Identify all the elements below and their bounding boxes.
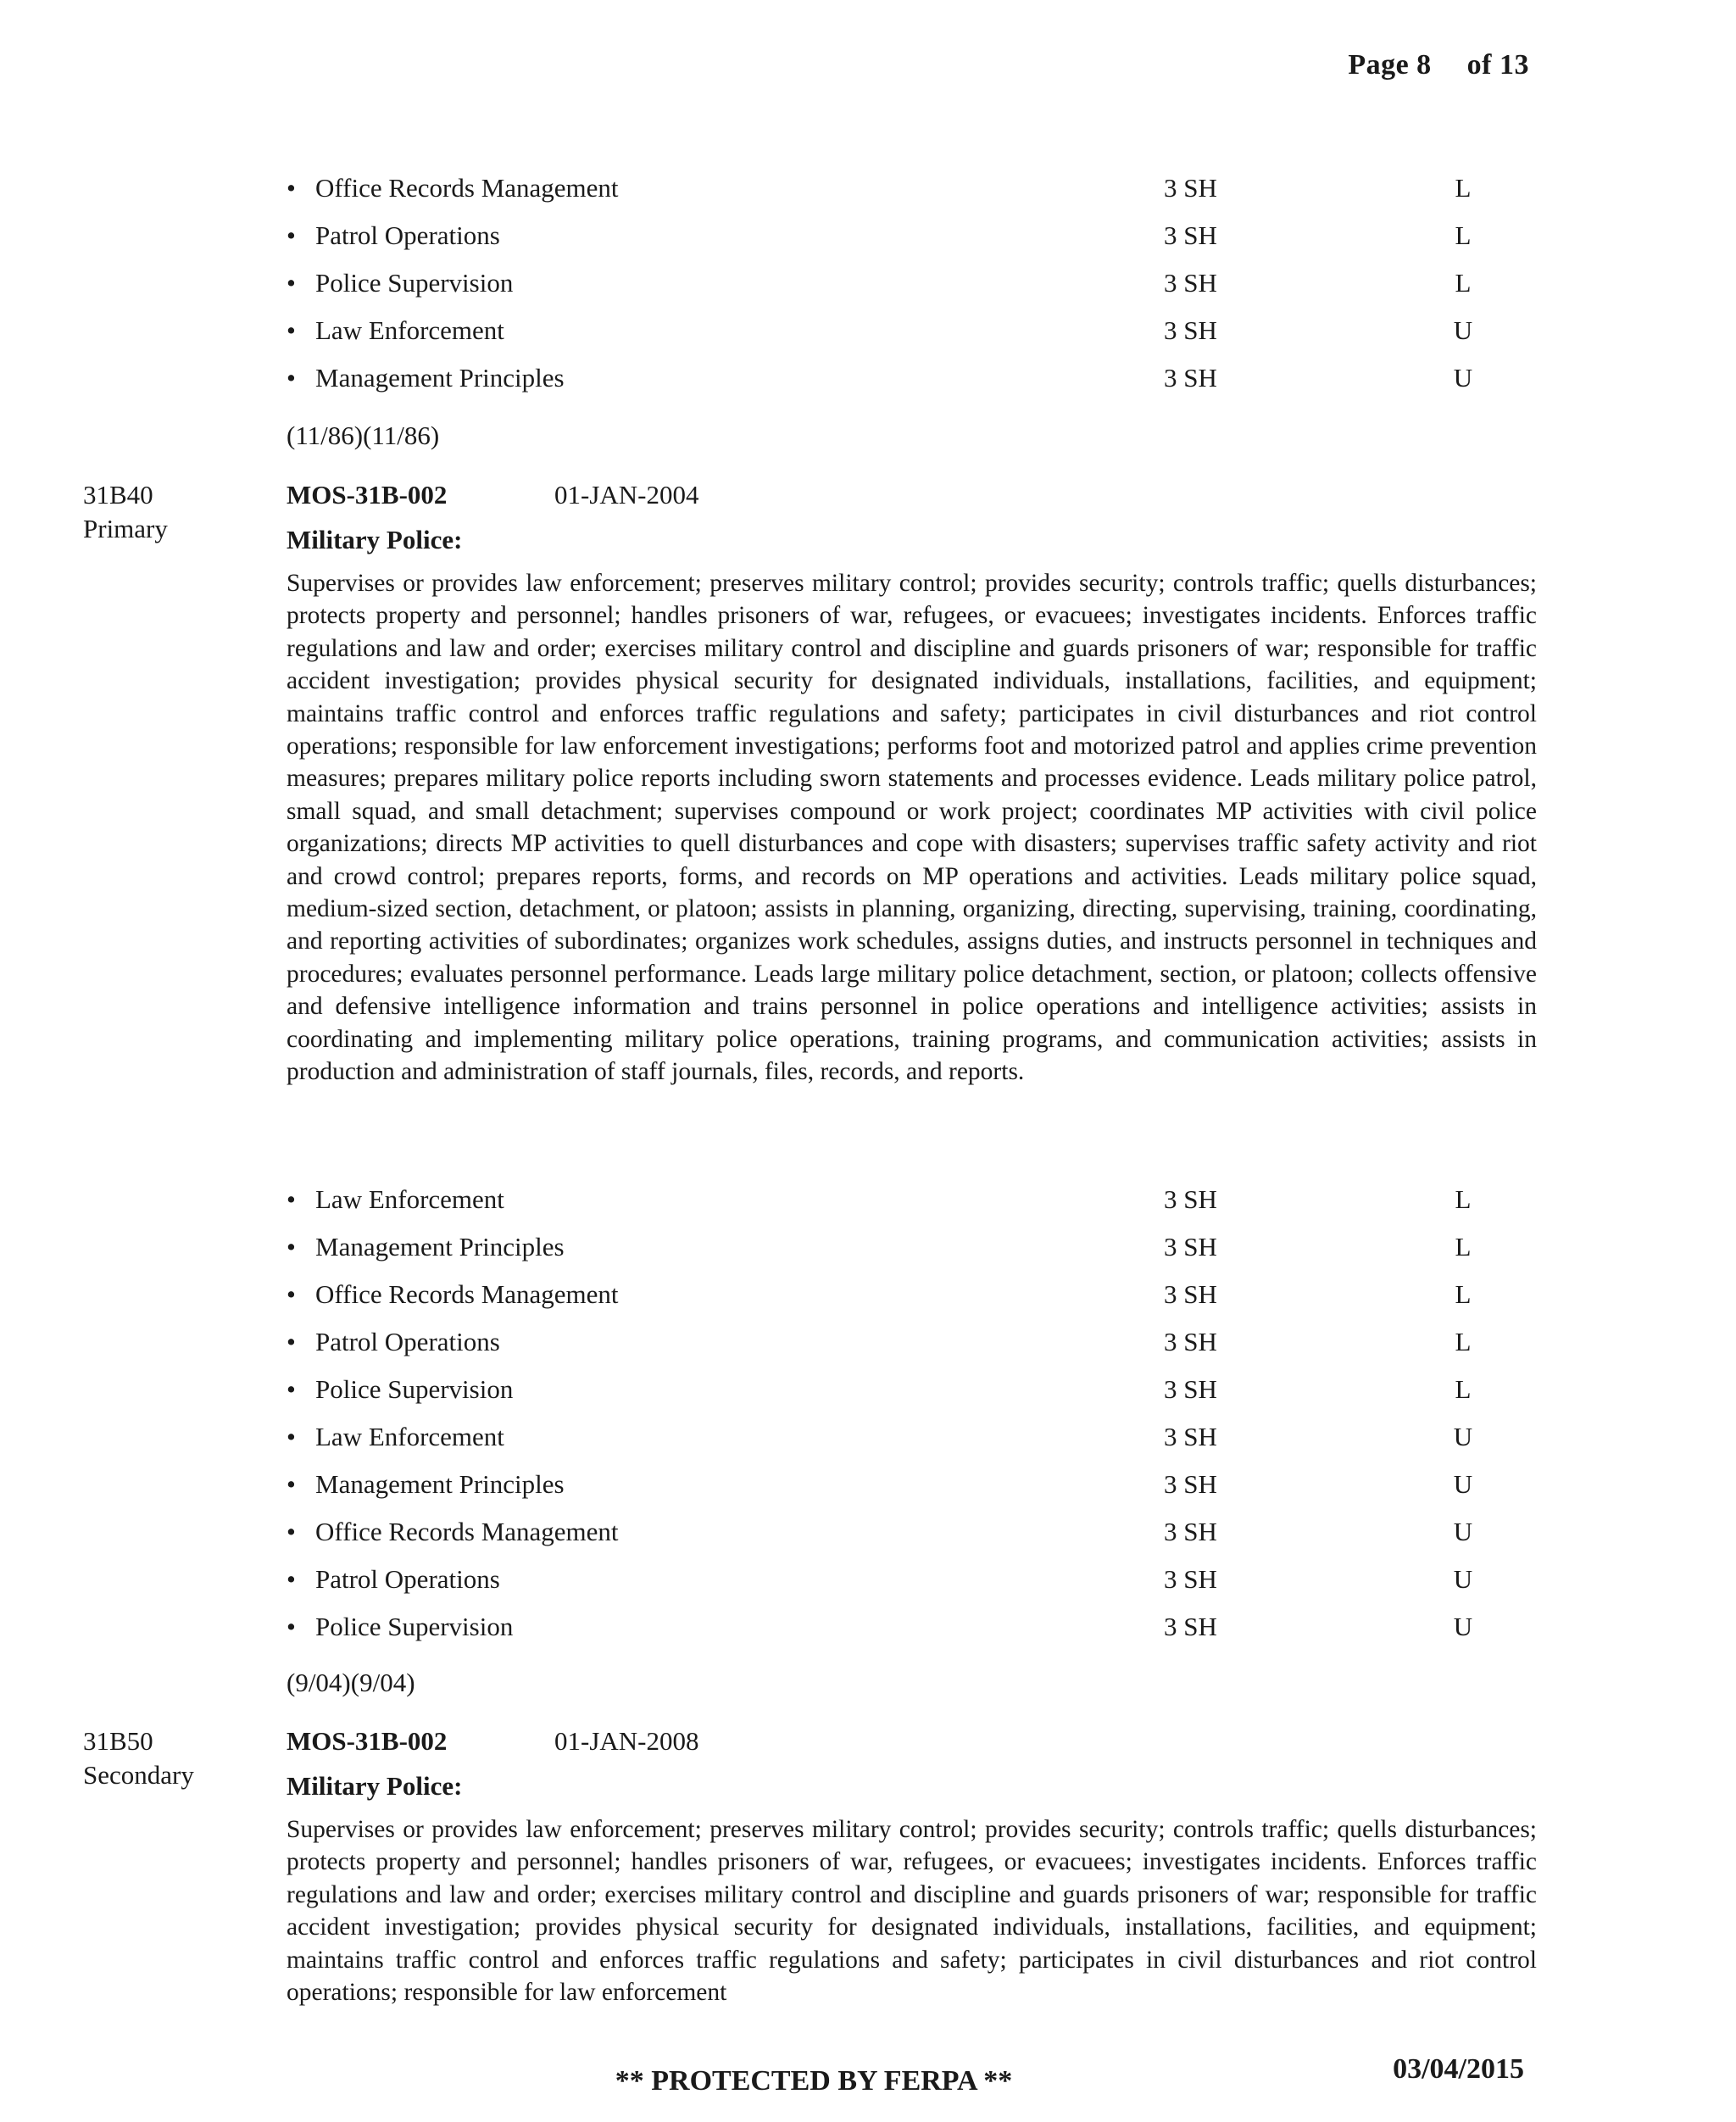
revision-reference: (9/04)(9/04) (287, 1668, 415, 1697)
bullet-icon: • (287, 1232, 296, 1262)
mos-description: Supervises or provides law enforcement; preserves military control; provides security; controls traffic; quells disturbances; protects property and personnel; handles prisoners of war, refugees, or evacuees; investigates incidents. Enforces traffic regulations and law and order; exercises military control and discipline and guards prisoners of war; responsible for traffic accident investigation; provides physical security for designated individuals, installations, facilities, and equipment; maintains traffic control and enforces traffic regulations and safety; participates in civil disturbances and riot control operations; responsible for law enforcement (287, 1816, 1537, 2007)
bullet-icon: • (287, 220, 296, 250)
mos-code-block (83, 1724, 194, 1792)
course-credits: 3 SH (1164, 1374, 1217, 1404)
mos-type: Primary (83, 514, 168, 543)
bullet-icon: • (287, 363, 296, 393)
course-level: U (1453, 1612, 1473, 1641)
course-name: Patrol Operations (315, 220, 500, 250)
course-credits: 3 SH (1164, 1517, 1217, 1546)
mos-header (287, 480, 699, 510)
course-credits: 3 SH (1164, 1612, 1217, 1641)
course-level: L (1455, 1279, 1472, 1309)
course-level: L (1455, 220, 1472, 250)
course-level: L (1455, 1374, 1472, 1404)
mos-date: 01-JAN-2004 (554, 480, 699, 510)
revision-reference: (11/86)(11/86) (287, 421, 440, 450)
list-item (287, 1318, 1473, 1366)
list-item (287, 1461, 1473, 1508)
list-item (287, 1556, 1473, 1603)
mos-code: 31B40 (83, 480, 153, 510)
course-credits: 3 SH (1164, 268, 1217, 298)
course-name: Patrol Operations (315, 1564, 500, 1594)
course-list-2 (287, 1176, 1473, 1651)
list-item (287, 1366, 1473, 1413)
mos-code: 31B50 (83, 1726, 153, 1756)
course-level: L (1455, 1232, 1472, 1262)
list-item (287, 1603, 1473, 1651)
page-number (1348, 49, 1529, 81)
course-name: Patrol Operations (315, 1327, 500, 1356)
mos-code-block (83, 478, 168, 546)
course-credits: 3 SH (1164, 1279, 1217, 1309)
course-level: U (1453, 315, 1473, 345)
page-total: of 13 (1466, 49, 1529, 81)
course-credits: 3 SH (1164, 173, 1217, 203)
mos-title: Military Police: (287, 1771, 463, 1801)
course-name: Police Supervision (315, 1612, 514, 1641)
bullet-icon: • (287, 1279, 296, 1309)
mos-id: MOS-31B-002 (287, 1726, 448, 1756)
course-level: U (1453, 363, 1473, 393)
course-credits: 3 SH (1164, 1184, 1217, 1214)
course-name: Management Principles (315, 1469, 565, 1499)
course-name: Law Enforcement (315, 1184, 504, 1214)
course-credits: 3 SH (1164, 1564, 1217, 1594)
course-name: Management Principles (315, 363, 565, 393)
course-name: Police Supervision (315, 268, 514, 298)
course-credits: 3 SH (1164, 220, 1217, 250)
course-name: Office Records Management (315, 1517, 619, 1546)
mos-id: MOS-31B-002 (287, 480, 448, 510)
page-label: Page 8 (1348, 49, 1432, 81)
bullet-icon: • (287, 1612, 296, 1641)
ferpa-notice: ** PROTECTED BY FERPA ** (615, 2065, 1013, 2097)
mos-title: Military Police: (287, 525, 463, 554)
bullet-icon: • (287, 268, 296, 298)
bullet-icon: • (287, 1184, 296, 1214)
bullet-icon: • (287, 1327, 296, 1356)
list-item (287, 1223, 1473, 1271)
course-name: Law Enforcement (315, 315, 504, 345)
course-name: Management Principles (315, 1232, 565, 1262)
list-item (287, 1176, 1473, 1223)
course-credits: 3 SH (1164, 1327, 1217, 1356)
course-name: Police Supervision (315, 1374, 514, 1404)
footer-date: 03/04/2015 (1393, 2053, 1524, 2085)
bullet-icon: • (287, 1517, 296, 1546)
mos-header (287, 1726, 699, 1757)
course-level: L (1455, 1327, 1472, 1356)
course-level: L (1455, 1184, 1472, 1214)
course-credits: 3 SH (1164, 363, 1217, 393)
course-credits: 3 SH (1164, 1422, 1217, 1451)
course-level: U (1453, 1422, 1473, 1451)
mos-date: 01-JAN-2008 (554, 1726, 699, 1756)
bullet-icon: • (287, 1469, 296, 1499)
list-item (287, 307, 1473, 354)
course-list-1 (287, 164, 1473, 402)
course-name: Office Records Management (315, 173, 619, 203)
bullet-icon: • (287, 173, 296, 203)
list-item (287, 354, 1473, 402)
course-level: U (1453, 1564, 1473, 1594)
course-credits: 3 SH (1164, 315, 1217, 345)
list-item (287, 1271, 1473, 1318)
bullet-icon: • (287, 1374, 296, 1404)
list-item (287, 164, 1473, 212)
list-item (287, 1413, 1473, 1461)
list-item (287, 212, 1473, 259)
bullet-icon: • (287, 1564, 296, 1594)
list-item (287, 1508, 1473, 1556)
mos-type: Secondary (83, 1760, 194, 1790)
course-level: U (1453, 1517, 1473, 1546)
course-name: Office Records Management (315, 1279, 619, 1309)
course-level: L (1455, 268, 1472, 298)
course-level: U (1453, 1469, 1473, 1499)
bullet-icon: • (287, 315, 296, 345)
bullet-icon: • (287, 1422, 296, 1451)
course-credits: 3 SH (1164, 1232, 1217, 1262)
course-level: L (1455, 173, 1472, 203)
list-item (287, 259, 1473, 307)
mos-description: Supervises or provides law enforcement; preserves military control; provides security; controls traffic; quells disturbances; protects property and personnel; handles prisoners of war, refugees, or evacuees; investigates incidents. Enforces traffic regulations and law and order; exercises military control and discipline and guards prisoners of war; responsible for traffic accident investigation; provides physical security for designated individuals, installations, facilities, and equipment; maintains traffic control and enforces traffic regulations and safety; participates in civil disturbances and riot control operations; responsible for law enforcement investigations; performs foot and motorized patrol and applies crime prevention measures; prepares military police reports including sworn statements and processes evidence. Leads military police patrol, small squad, and small detachment; supervises compound or work project; coordinates MP activities with civil police organizations; directs MP activities to quell disturbances and cope with disasters; supervises traffic safety activity and riot and crowd control; prepares reports, forms, and records on MP operations and activities. Leads military police squad, medium-sized section, detachment, or platoon; assists in planning, organizing, directing, supervising, training, coordinating, and reporting activities of subordinates; organizes work schedules, assigns duties, and instructs personnel in techniques and procedures; evaluates personnel performance. Leads large military police detachment, section, or platoon; collects offensive and defensive intelligence information and trains personnel in police operations and intelligence activities; assists in coordinating and implementing military police operations, training programs, and communication activities; assists in production and administration of staff journals, files, records, and reports. (287, 570, 1537, 1086)
course-credits: 3 SH (1164, 1469, 1217, 1499)
course-name: Law Enforcement (315, 1422, 504, 1451)
